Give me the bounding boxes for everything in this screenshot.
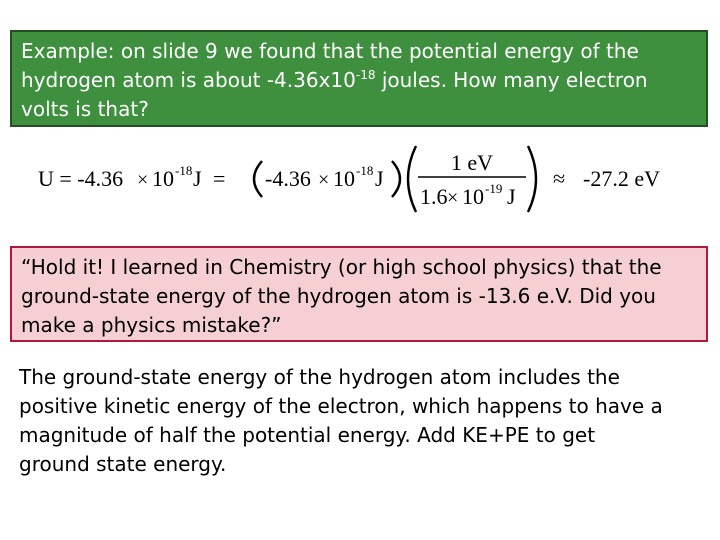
- question-line-2: ground-state energy of the hydrogen atom is -13.6 e.V. Did you: [21, 284, 656, 308]
- example-exponent: -18: [355, 68, 376, 82]
- example-line-2-tail: joules. How many electron: [375, 68, 648, 92]
- eq-exp-1: -18: [175, 163, 193, 178]
- eq-times-2: ×: [318, 169, 330, 191]
- answer-line-2: positive kinetic energy of the electron, which happens to have a: [19, 394, 663, 418]
- example-line-2-text: hydrogen atom is about -4.36x10: [21, 68, 356, 92]
- eq-unit-j-2: J: [375, 166, 384, 191]
- conversion-equation: [38, 142, 698, 216]
- answer-line-4: ground state energy.: [19, 452, 227, 476]
- eq-ten-3: 10: [462, 184, 484, 209]
- eq-ten-1: 10: [152, 166, 174, 191]
- example-line-3: volts is that?: [21, 97, 149, 121]
- answer-line-3: magnitude of half the potential energy. Add KE+PE to get: [19, 423, 596, 447]
- question-line-3: make a physics mistake?”: [21, 313, 282, 337]
- left-paren-2: [408, 146, 416, 212]
- eq-approx: ≈: [553, 166, 566, 191]
- eq-ten-2: 10: [333, 166, 355, 191]
- eq-times-1: ×: [137, 169, 149, 191]
- eq-exp-2: -18: [356, 163, 374, 178]
- question-box: [10, 246, 708, 342]
- eq-numerator: 1 eV: [450, 150, 494, 175]
- eq-exp-3: -19: [485, 181, 503, 196]
- answer-line-1: The ground-state energy of the hydrogen atom includes the: [19, 365, 620, 389]
- question-line-1: “Hold it! I learned in Chemistry (or high school physics) that the: [21, 255, 662, 279]
- eq-unit-j-3: J: [507, 184, 516, 209]
- eq-inner-coeff: -4.36: [265, 166, 311, 191]
- eq-den-coeff: 1.6: [420, 184, 448, 209]
- eq-result: -27.2 eV: [583, 166, 660, 191]
- eq-times-3: ×: [447, 187, 459, 209]
- example-line-2: [21, 66, 706, 95]
- example-line-1: Example: on slide 9 we found that the potential energy of the: [21, 39, 639, 63]
- right-paren-2: [528, 146, 536, 212]
- answer-text: [10, 363, 708, 483]
- eq-equals: =: [213, 166, 226, 191]
- eq-lhs: U = -4.36: [38, 166, 124, 191]
- example-box: [10, 30, 708, 127]
- right-paren-1: [392, 161, 400, 197]
- left-paren-1: [254, 161, 262, 197]
- eq-unit-j-1: J: [193, 166, 202, 191]
